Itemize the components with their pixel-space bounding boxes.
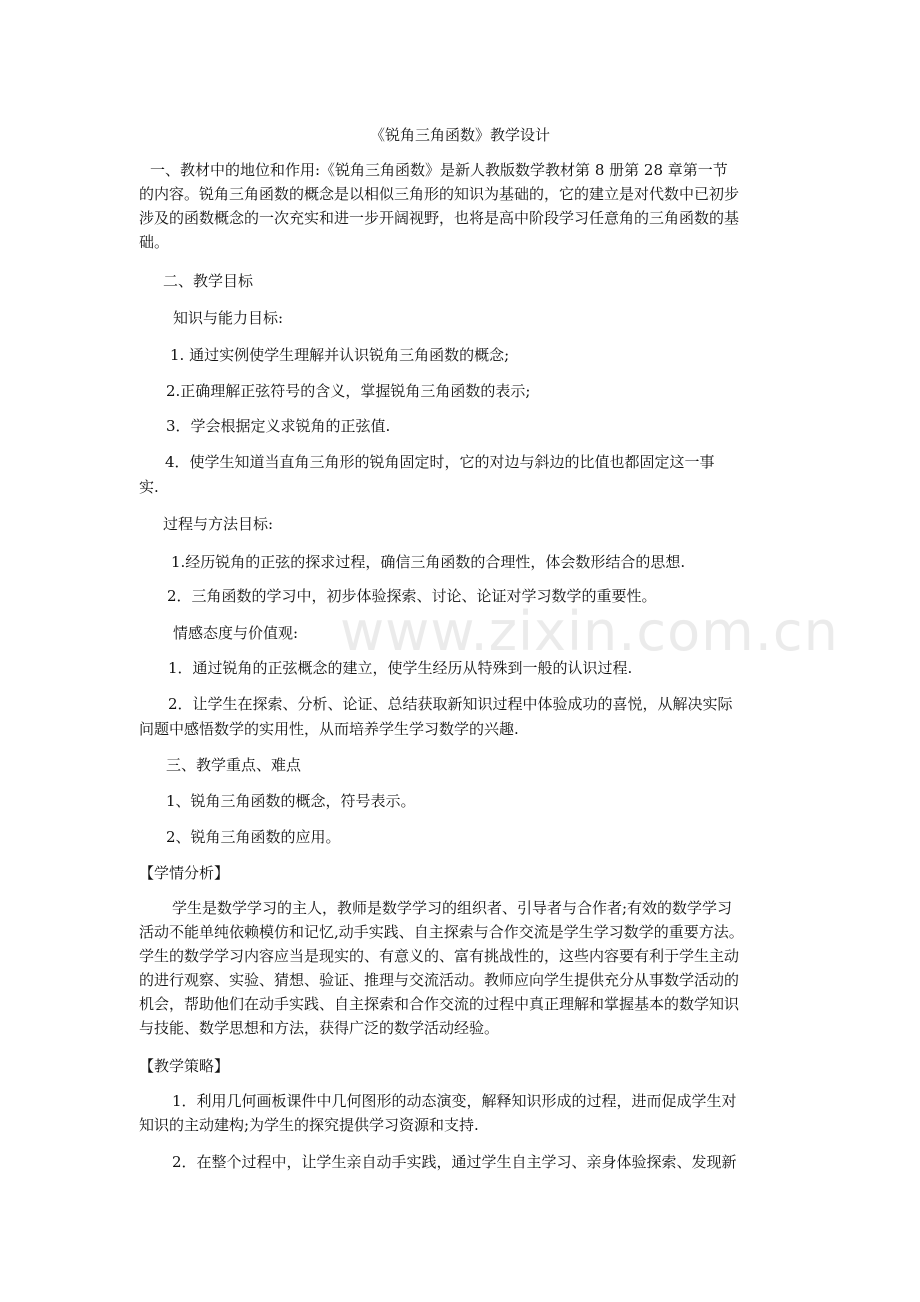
analysis-line: 学生的数学学习内容应当是现实的、有意义的、富有挑战性的，这些内容要有利于学生主动	[139, 947, 740, 965]
process-item: 1.经历锐角的正弦的探求过程，确信三角函数的合理性，体会数形结合的思想.	[171, 553, 686, 571]
analysis-line: 学生是数学学习的主人，教师是数学学习的组织者、引导者与合作者;有效的数学学习	[172, 899, 733, 917]
emotion-item: 2．让学生在探索、分析、论证、总结获取新知识过程中体验成功的喜悦，从解决实际	[168, 695, 733, 713]
knowledge-heading: 知识与能力目标:	[173, 309, 284, 327]
analysis-line: 与技能、数学思想和方法，获得广泛的数学活动经验。	[139, 1019, 500, 1037]
process-item: 2．三角函数的学习中，初步体验探索、讨论、论证对学习数学的重要性。	[167, 587, 657, 605]
strategy-heading: 【教学策略】	[139, 1057, 230, 1075]
section1-line: 一、教材中的地位和作用:《锐角三角函数》是新人教版数学教材第 8 册第 28 章第一节	[150, 161, 728, 179]
watermark: www.zixin.com.cn	[340, 600, 839, 663]
section1-line: 涉及的函数概念的一次充实和进一步开阔视野，也将是高中阶段学习任意角的三角函数的基	[139, 209, 740, 227]
document-title: 《锐角三角函数》教学设计	[369, 126, 550, 144]
section2-heading: 二、教学目标	[163, 272, 254, 290]
section3-heading: 三、教学重点、难点	[166, 756, 302, 774]
emotion-item: 1．通过锐角的正弦概念的建立，使学生经历从特殊到一般的认识过程.	[168, 659, 633, 677]
analysis-heading: 【学情分析】	[139, 864, 230, 882]
knowledge-item: 2.正确理解正弦符号的含义，掌握锐角三角函数的表示;	[166, 382, 531, 400]
strategy-item: 知识的主动建构;为学生的探究提供学习资源和支持.	[139, 1116, 479, 1134]
analysis-line: 机会，帮助他们在动手实践、自主探索和合作交流的过程中真正理解和掌握基本的数学知识	[139, 995, 740, 1013]
analysis-line: 活动不能单纯依赖模仿和记忆,动手实践、自主探索与合作交流是学生学习数学的重要方法。	[139, 923, 744, 941]
emotion-item: 问题中感悟数学的实用性，从而培养学生学习数学的兴趣.	[139, 720, 519, 738]
strategy-item: 1．利用几何画板课件中几何图形的动态演变，解释知识形成的过程，进而促成学生对	[172, 1092, 737, 1110]
focus-item: 1、锐角三角函数的概念，符号表示。	[166, 792, 416, 810]
knowledge-item: 实.	[139, 478, 159, 496]
section1-line: 础。	[139, 233, 170, 251]
strategy-item: 2．在整个过程中，让学生亲自动手实践，通过学生自主学习、亲身体验探索、发现新	[172, 1153, 737, 1171]
analysis-line: 的进行观察、实验、猜想、验证、推理与交流活动。教师应向学生提供充分从事数学活动的	[139, 971, 740, 989]
process-heading: 过程与方法目标:	[163, 515, 274, 533]
focus-item: 2、锐角三角函数的应用。	[166, 828, 341, 846]
emotion-heading: 情感态度与价值观:	[173, 624, 299, 642]
knowledge-item: 1. 通过实例使学生理解并认识锐角三角函数的概念;	[170, 346, 510, 364]
knowledge-item: 3．学会根据定义求锐角的正弦值.	[166, 417, 391, 435]
section1-line: 的内容。锐角三角函数的概念是以相似三角形的知识为基础的，它的建立是对代数中已初步	[139, 185, 740, 203]
knowledge-item: 4．使学生知道当直角三角形的锐角固定时，它的对边与斜边的比值也都固定这一事	[165, 453, 715, 471]
